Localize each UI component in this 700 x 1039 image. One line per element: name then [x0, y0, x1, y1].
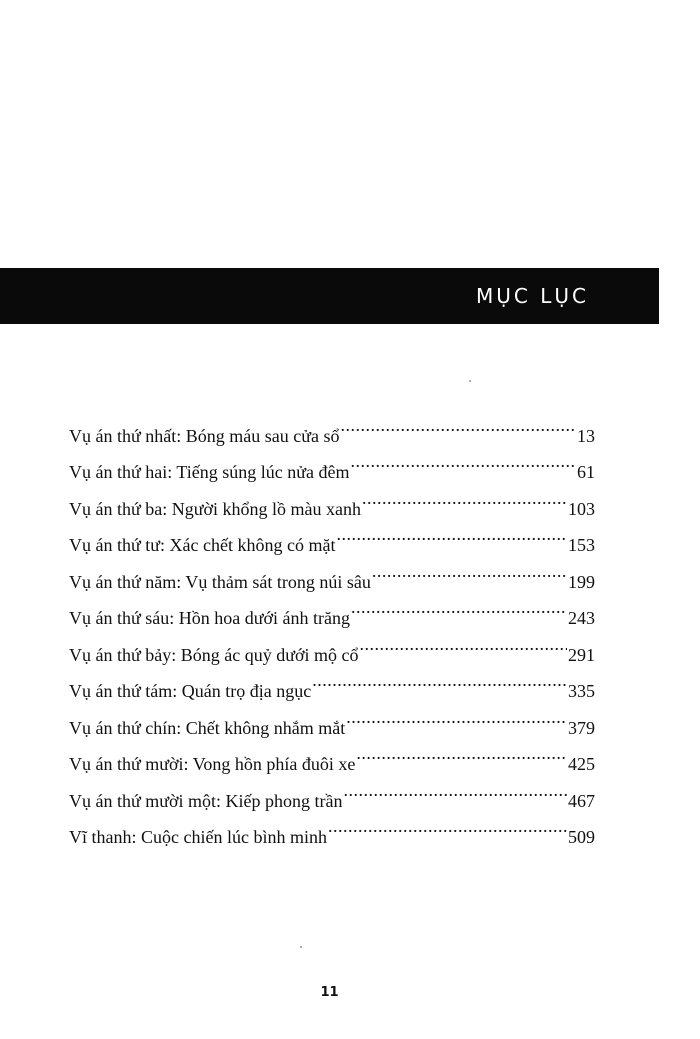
toc-entry-title: Vụ án thứ sáu: Hồn hoa dưới ánh trăng	[69, 608, 350, 628]
title-bar	[0, 268, 659, 324]
dot-leader	[360, 624, 568, 661]
toc-entry-title: Vụ án thứ tư: Xác chết không có mặt	[69, 535, 336, 555]
toc-entry-page: 467	[568, 790, 595, 811]
scan-speck	[469, 380, 471, 382]
toc-entry-title: Vụ án thứ năm: Vụ thảm sát trong núi sâu	[69, 571, 371, 592]
page-number: 11	[320, 985, 339, 1000]
toc-entry-page: 509	[568, 827, 595, 847]
toc-entry-title: Vĩ thanh: Cuộc chiến lúc bình minh	[69, 827, 327, 847]
toc-entry-title: Vụ án thứ mười một: Kiếp phong trần	[69, 790, 343, 811]
table-of-contents	[69, 405, 595, 847]
toc-entry-page: 153	[568, 535, 595, 555]
page-title: MỤC LỤC	[476, 284, 589, 308]
toc-entry-page: 103	[568, 498, 595, 519]
toc-entry-page: 243	[568, 608, 595, 628]
toc-entry-title: Vụ án thứ bảy: Bóng ác quỷ dưới mộ cổ	[69, 644, 359, 665]
toc-entry-title: Vụ án thứ chín: Chết không nhắm mắt	[69, 717, 346, 738]
dot-leader	[340, 405, 576, 442]
toc-entry-page: 61	[577, 462, 595, 482]
toc-entry-page: 379	[568, 717, 595, 738]
dot-leader	[351, 442, 577, 479]
toc-entry-title: Vụ án thứ mười: Vong hồn phía đuôi xe	[69, 754, 356, 774]
dot-leader	[336, 515, 567, 552]
toc-entry-title: Vụ án thứ nhất: Bóng máu sau cửa sổ	[69, 425, 340, 446]
toc-entry-title: Vụ án thứ tám: Quán trọ địa ngục	[69, 681, 312, 701]
toc-entry-page: 335	[568, 681, 595, 701]
dot-leader	[346, 697, 567, 734]
toc-entry-page: 13	[577, 425, 595, 446]
toc-entry-title: Vụ án thứ hai: Tiếng súng lúc nửa đêm	[69, 462, 350, 482]
dot-leader	[328, 807, 567, 844]
dot-leader	[356, 734, 567, 771]
dot-leader	[351, 588, 567, 625]
toc-entry[interactable]	[69, 405, 595, 446]
scan-speck	[300, 946, 302, 948]
toc-entry-title: Vụ án thứ ba: Người khổng lồ màu xanh	[69, 498, 361, 519]
dot-leader	[312, 661, 567, 698]
dot-leader	[344, 770, 568, 807]
toc-entry-page: 291	[568, 644, 595, 665]
toc-entry-page: 425	[568, 754, 595, 774]
dot-leader	[362, 478, 567, 515]
toc-entry-page: 199	[568, 571, 595, 592]
dot-leader	[372, 551, 567, 588]
